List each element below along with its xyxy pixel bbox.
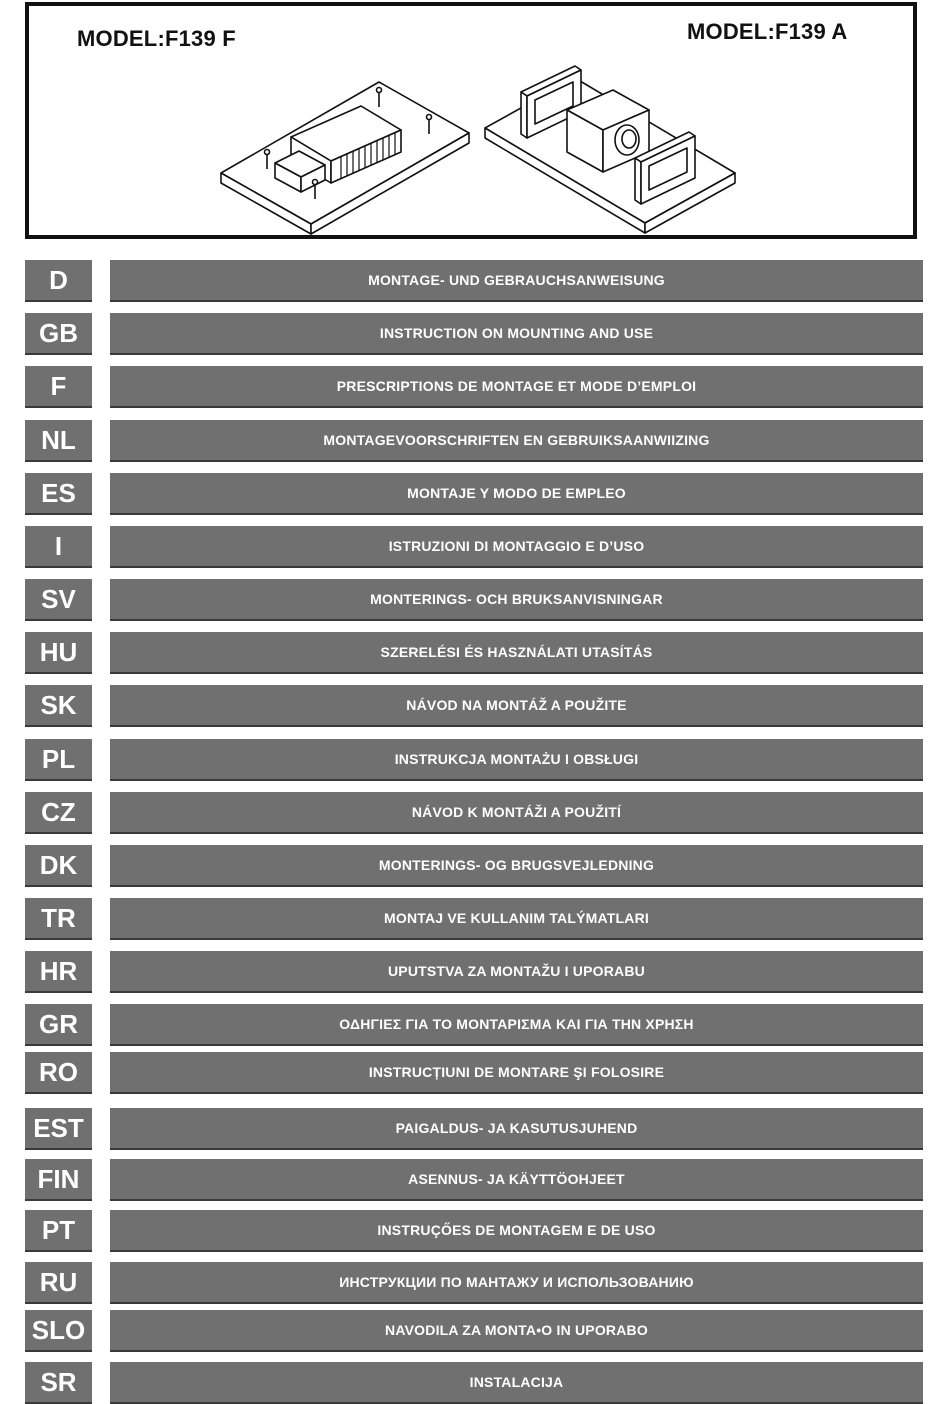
language-row xyxy=(0,579,950,621)
language-title: ISTRUZIONI DI MONTAGGIO E D’USO xyxy=(110,526,923,568)
language-code: PT xyxy=(25,1210,92,1252)
language-row xyxy=(0,898,950,940)
language-code: CZ xyxy=(25,792,92,834)
language-row xyxy=(0,526,950,568)
language-title: INSTRUCȚIUNI DE MONTARE ŞI FOLOSIRE xyxy=(110,1052,923,1094)
language-row xyxy=(0,1108,950,1150)
language-code: PL xyxy=(25,739,92,781)
language-code: NL xyxy=(25,420,92,462)
language-row xyxy=(0,792,950,834)
language-code: SV xyxy=(25,579,92,621)
language-title: NÁVOD NA MONTÁŽ A POUŽITE xyxy=(110,685,923,727)
language-title: MONTAJ VE KULLANIM TALÝMATLARI xyxy=(110,898,923,940)
language-row xyxy=(0,1310,950,1352)
language-code: F xyxy=(25,366,92,408)
language-row xyxy=(0,313,950,355)
language-row xyxy=(0,632,950,674)
language-title: MONTERINGS- OG BRUGSVEJLEDNING xyxy=(110,845,923,887)
language-code: GB xyxy=(25,313,92,355)
model-label-a: MODEL:F139 A xyxy=(687,19,848,44)
language-title: INSTALACIJA xyxy=(110,1362,923,1404)
language-title: MONTAGE- UND GEBRAUCHSANWEISUNG xyxy=(110,260,923,302)
language-title: MONTAJE Y MODO DE EMPLEO xyxy=(110,473,923,515)
language-row xyxy=(0,1210,950,1252)
language-code: SR xyxy=(25,1362,92,1404)
language-code: I xyxy=(25,526,92,568)
language-row xyxy=(0,1159,950,1201)
language-code: SLO xyxy=(25,1310,92,1352)
language-title: MONTAGEVOORSCHRIFTEN EN GEBRUIKSAANWIIZING xyxy=(110,420,923,462)
language-row xyxy=(0,420,950,462)
language-row xyxy=(0,845,950,887)
language-row xyxy=(0,260,950,302)
language-row xyxy=(0,1052,950,1094)
language-row xyxy=(0,473,950,515)
language-title: SZERELÉSI ÉS HASZNÁLATI UTASÍTÁS xyxy=(110,632,923,674)
language-row xyxy=(0,366,950,408)
language-row xyxy=(0,1262,950,1304)
language-code: HR xyxy=(25,951,92,993)
language-code: RO xyxy=(25,1052,92,1094)
language-title: ASENNUS- JA KÄYTTÖOHJEET xyxy=(110,1159,923,1201)
language-code: RU xyxy=(25,1262,92,1304)
language-code: DK xyxy=(25,845,92,887)
language-row xyxy=(0,1004,950,1046)
language-title: PRESCRIPTIONS DE MONTAGE ET MODE D’EMPLOI xyxy=(110,366,923,408)
language-title: NAVODILA ZA MONTA•O IN UPORABO xyxy=(110,1310,923,1352)
language-row xyxy=(0,951,950,993)
language-row xyxy=(0,1362,950,1404)
language-title: ΟΔΗΓΙΕΣ ΓΙΑ ΤΟ ΜΟΝΤΑΡΙΣΜΑ ΚΑΙ ΓΙΑ ΤΗΝ ΧΡΗΣΗ xyxy=(110,1004,923,1046)
language-code: HU xyxy=(25,632,92,674)
language-title: PAIGALDUS- JA KASUTUSJUHEND xyxy=(110,1108,923,1150)
language-code: SK xyxy=(25,685,92,727)
language-title: INSTRUKCJA MONTAŻU I OBSŁUGI xyxy=(110,739,923,781)
language-code: D xyxy=(25,260,92,302)
language-title: MONTERINGS- OCH BRUKSANVISNINGAR xyxy=(110,579,923,621)
language-title: NÁVOD K MONTÁŽI A POUŽITÍ xyxy=(110,792,923,834)
language-code: EST xyxy=(25,1108,92,1150)
language-row xyxy=(0,739,950,781)
language-code: FIN xyxy=(25,1159,92,1201)
language-code: TR xyxy=(25,898,92,940)
language-title: ИНСТРУКЦИИ ПО МАНТАЖУ И ИСПОЛЬЗОВАНИЮ xyxy=(110,1262,923,1304)
language-code: GR xyxy=(25,1004,92,1046)
model-label-f: MODEL:F139 F xyxy=(77,26,236,51)
language-title: UPUTSTVA ZA MONTAŽU I UPORABU xyxy=(110,951,923,993)
language-title: INSTRUÇŐES DE MONTAGEM E DE USO xyxy=(110,1210,923,1252)
language-title: INSTRUCTION ON MOUNTING AND USE xyxy=(110,313,923,355)
language-code: ES xyxy=(25,473,92,515)
language-row xyxy=(0,685,950,727)
